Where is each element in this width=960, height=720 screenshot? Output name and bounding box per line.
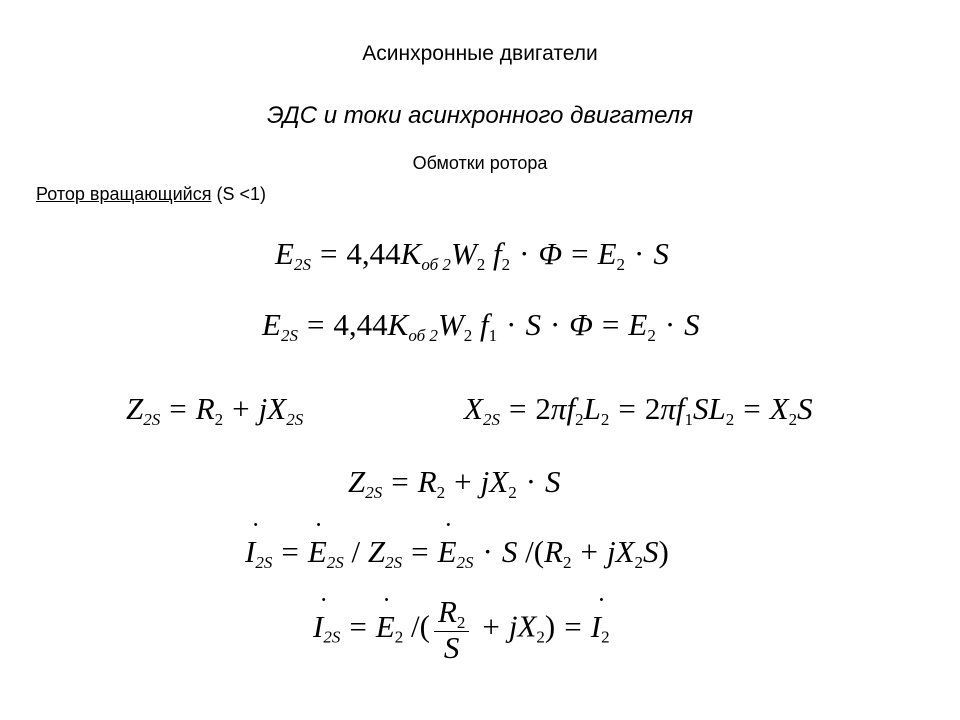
rotor-label: Ротор вращающийся (36, 184, 212, 204)
rotor-condition: (S <1) (211, 184, 266, 204)
rotor-line (36, 184, 266, 205)
formula-current-1: ˙ $I_{2S}$ =˙ $E_{2S} / Z_{2S}$ =˙ $E_{2S} \cdot S$ $/(R_2 + jX_2S)$ (245, 536, 669, 571)
section-label: Обмотки ротора (412, 153, 548, 173)
slide-subtitle: ЭДС и токи асинхронного двигателя (266, 102, 694, 129)
formula-current-2: ˙ $I_{2S}$ =˙ $E_2$ /( $\frac{R_2}{S}$ + $jX_2$) =˙ $I_2$ (313, 596, 610, 663)
formula-reactance: $X_{2S} = 2\pi f_2L_2 = 2\pi f_1SL_2 = X_2S$ (464, 391, 813, 429)
formula-impedance-2: $Z_{2S} = R_2 + jX_2 \cdot S$ (348, 464, 561, 502)
formula-emf-rotor-1: $E_{2S} = 4,44K_{об 2}W_2$ $f_2 \cdot \Phi = E_2 \cdot S$ (275, 236, 669, 274)
formula-impedance-1: $Z_{2S} = R_2 + jX_{2S}$ (126, 391, 304, 429)
fraction-r2-over-s: $\frac{R_2}{S}$ (434, 596, 469, 663)
slide-title: Асинхронные двигатели (362, 42, 598, 65)
formula-emf-rotor-2: $E_{2S} = 4,44K_{об 2}W_2$ $f_1 \cdot S \cdot \Phi = E_2 \cdot S$ (262, 307, 700, 345)
